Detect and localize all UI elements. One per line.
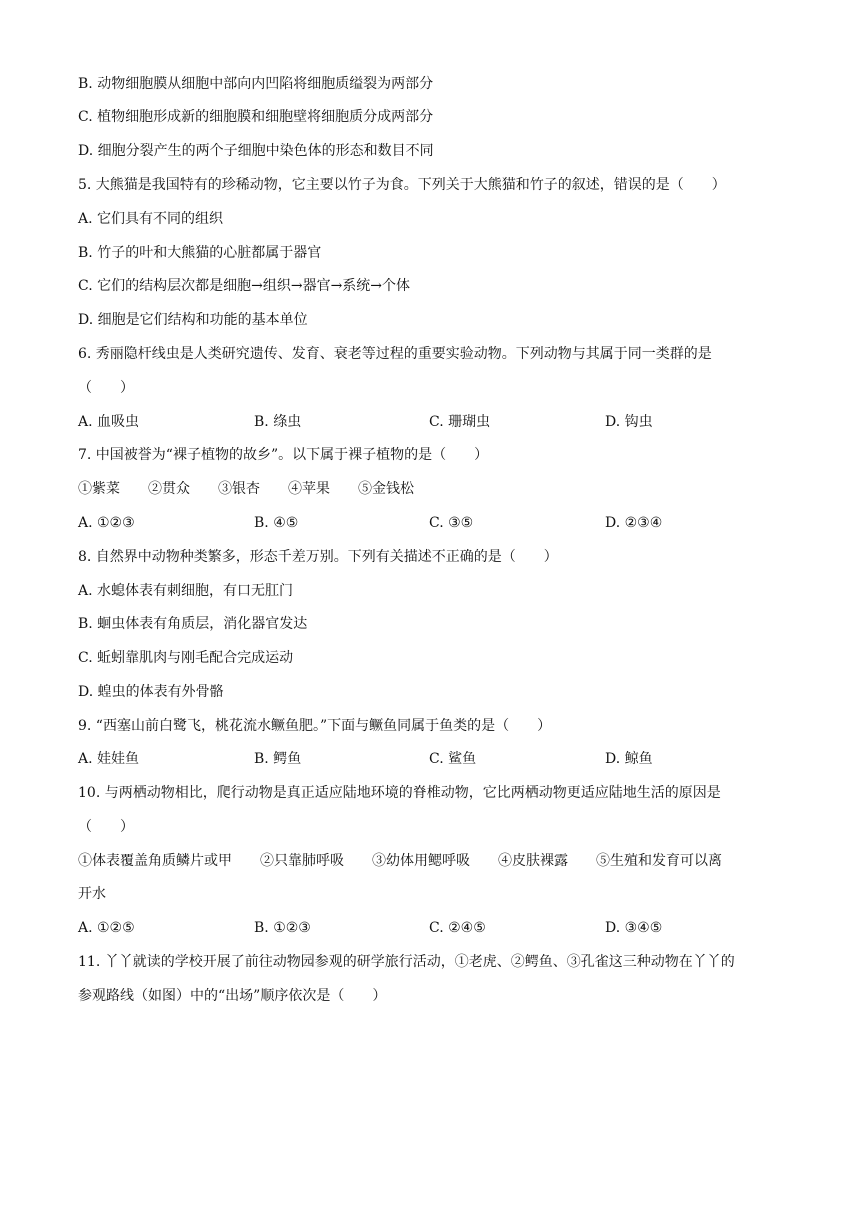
q5-option-d: D. 细胞是它们结构和功能的基本单位 [78, 312, 308, 328]
q9-option-a: A. 娃娃鱼 [78, 751, 140, 767]
q5-option-c: C. 它们的结构层次都是细胞→组织→器官→系统→个体 [78, 278, 411, 294]
q6-option-a: A. 血吸虫 [78, 414, 140, 430]
q6-options [78, 412, 788, 432]
q8-option-d: D. 蝗虫的体表有外骨骼 [78, 684, 224, 700]
q11-stem: 11. 丫丫就读的学校开展了前往动物园参观的研学旅行活动，①老虎、②鳄鱼、③孔雀这三种动物在丫丫的 [78, 954, 735, 970]
q11-stem-cont: 参观路线（如图）中的“出场”顺序依次是（ ） [78, 988, 387, 1004]
q7-options [78, 513, 788, 533]
q7-items: ①紫菜 ②贯众 ③银杏 ④苹果 ⑤金钱松 [78, 481, 414, 497]
q9-option-b: B. 鳄鱼 [254, 751, 302, 767]
q7-option-c: C. ③⑤ [429, 515, 474, 531]
q9-options [78, 749, 788, 769]
q9-stem: 9. “西塞山前白鹭飞，桃花流水鳜鱼肥。”下面与鳜鱼同属于鱼类的是（ ） [78, 718, 552, 734]
q9-option-d: D. 鲸鱼 [605, 751, 653, 767]
q4-option-c: C. 植物细胞形成新的细胞膜和细胞壁将细胞质分成两部分 [78, 109, 434, 125]
q7-option-b: B. ④⑤ [254, 515, 299, 531]
q10-items-cont: 开水 [78, 886, 106, 902]
q6-option-b: B. 绦虫 [254, 414, 302, 430]
q8-stem: 8. 自然界中动物种类繁多，形态千差万别。下列有关描述不正确的是（ ） [78, 549, 558, 565]
q8-option-a: A. 水螅体表有刺细胞，有口无肛门 [78, 583, 294, 599]
q7-option-d: D. ②③④ [605, 515, 663, 531]
q10-options [78, 918, 788, 938]
q10-stem-bracket: （ ） [78, 819, 134, 835]
q5-option-b: B. 竹子的叶和大熊猫的心脏都属于器官 [78, 245, 322, 261]
q10-option-b: B. ①②③ [254, 920, 311, 936]
q5-stem: 5. 大熊猫是我国特有的珍稀动物，它主要以竹子为食。下列关于大熊猫和竹子的叙述，错误的是（ ） [78, 177, 726, 193]
q6-option-c: C. 珊瑚虫 [429, 414, 491, 430]
q7-stem: 7. 中国被誉为“裸子植物的故乡”。以下属于裸子植物的是（ ） [78, 447, 489, 463]
q10-option-c: C. ②④⑤ [429, 920, 486, 936]
q4-option-d: D. 细胞分裂产生的两个子细胞中染色体的形态和数目不同 [78, 143, 434, 159]
q8-option-b: B. 蛔虫体表有角质层，消化器官发达 [78, 616, 308, 632]
q6-option-d: D. 钩虫 [605, 414, 653, 430]
q5-option-a: A. 它们具有不同的组织 [78, 211, 224, 227]
q10-stem: 10. 与两栖动物相比，爬行动物是真正适应陆地环境的脊椎动物，它比两栖动物更适应陆地生活的原因是 [78, 785, 721, 801]
q7-option-a: A. ①②③ [78, 515, 135, 531]
q10-option-a: A. ①②⑤ [78, 920, 135, 936]
q6-stem: 6. 秀丽隐杆线虫是人类研究遗传、发育、衰老等过程的重要实验动物。下列动物与其属于同一类群的是 [78, 346, 712, 362]
q9-option-c: C. 鲨鱼 [429, 751, 477, 767]
q10-option-d: D. ③④⑤ [605, 920, 663, 936]
q8-option-c: C. 蚯蚓靠肌肉与刚毛配合完成运动 [78, 650, 294, 666]
q6-stem-bracket: （ ） [78, 380, 134, 396]
q10-items: ①体表覆盖角质鳞片或甲 ②只靠肺呼吸 ③幼体用鳃呼吸 ④皮肤裸露 ⑤生殖和发育可以离 [78, 853, 722, 869]
q4-option-b: B. 动物细胞膜从细胞中部向内凹陷将细胞质缢裂为两部分 [78, 76, 434, 92]
